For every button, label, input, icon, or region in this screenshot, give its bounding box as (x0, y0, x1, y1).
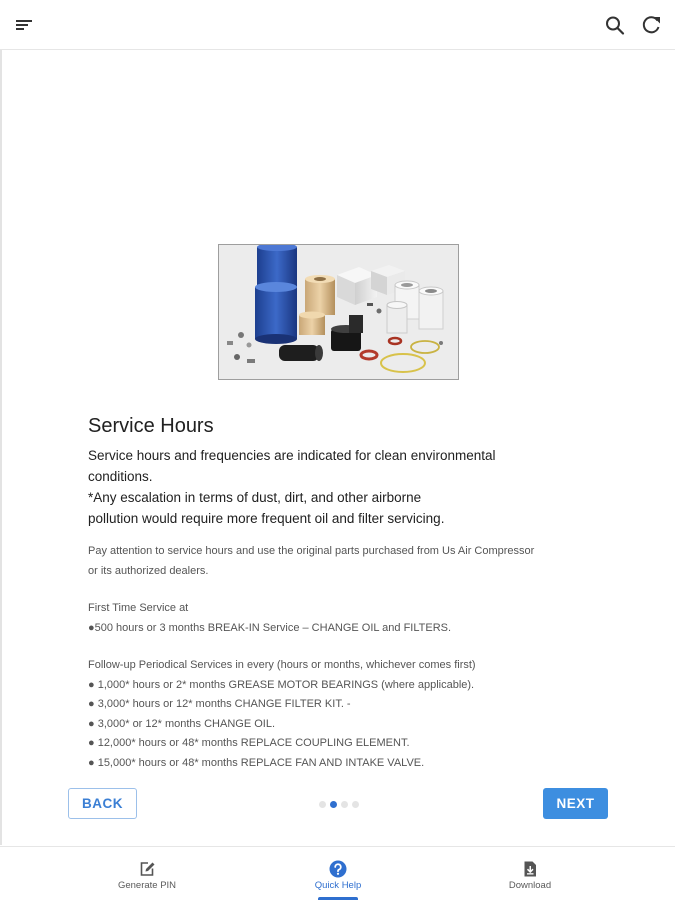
parts-note-line: Pay attention to service hours and use the original parts purchased from Us Air Compressor (88, 545, 535, 557)
lead-line: conditions. (88, 469, 153, 484)
periodical-item: ● 15,000* hours or 48* months REPLACE FAN AND INTAKE VALVE. (88, 756, 425, 769)
nav-label: Quick Help (314, 880, 362, 891)
back-button[interactable]: BACK (68, 788, 137, 819)
page-dot[interactable] (319, 801, 326, 808)
page-dot-active[interactable] (330, 801, 337, 808)
hero-image (218, 244, 459, 380)
slide-content (88, 414, 608, 773)
nav-label: Download (508, 880, 552, 891)
first-service (88, 599, 608, 638)
periodical-services (88, 656, 608, 773)
first-service-heading: First Time Service at (88, 602, 189, 614)
periodical-item: ● 3,000* or 12* months CHANGE OIL. (88, 717, 276, 730)
lead-text (88, 445, 608, 529)
lead-line: *Any escalation in terms of dust, dirt, and other airborne (88, 490, 422, 505)
page-dot[interactable] (341, 801, 348, 808)
first-service-item: ●500 hours or 3 months BREAK-IN Service – CHANGE OIL and FILTERS. (88, 621, 452, 634)
nav-quick-help[interactable] (268, 847, 408, 900)
periodical-heading: Follow-up Periodical Services in every (hours or months, whichever comes first) (88, 659, 476, 671)
download-icon (520, 859, 540, 879)
compressor-parts-image (219, 245, 459, 380)
next-button[interactable]: NEXT (543, 788, 608, 819)
search-icon (601, 11, 629, 39)
menu-icon (8, 11, 40, 39)
left-divider (0, 50, 2, 845)
search-button[interactable] (601, 11, 629, 39)
app-bar (0, 0, 675, 50)
refresh-button[interactable] (637, 11, 665, 39)
parts-note-line: or its authorized dealers. (88, 564, 209, 577)
lead-line: pollution would require more frequent oil and filter servicing. (88, 511, 445, 526)
lead-line: Service hours and frequencies are indicated for clean environmental (88, 448, 496, 463)
parts-note (88, 542, 608, 581)
bottom-navigation (0, 846, 675, 900)
periodical-item: ● 3,000* hours or 12* months CHANGE FILTER KIT. - (88, 698, 351, 710)
nav-label: Generate PIN (117, 880, 177, 891)
edit-icon (137, 859, 157, 879)
menu-button[interactable] (8, 11, 40, 39)
page-indicator (319, 801, 361, 809)
periodical-item: ● 1,000* hours or 2* months GREASE MOTOR BEARINGS (where applicable). (88, 678, 475, 691)
nav-generate-pin[interactable] (77, 847, 217, 900)
periodical-item: ● 12,000* hours or 48* months REPLACE COUPLING ELEMENT. (88, 737, 410, 749)
slide-title: Service Hours (88, 415, 214, 437)
help-icon (328, 859, 348, 879)
page-dot[interactable] (352, 801, 359, 808)
nav-download[interactable] (460, 847, 600, 900)
refresh-icon (637, 11, 665, 39)
